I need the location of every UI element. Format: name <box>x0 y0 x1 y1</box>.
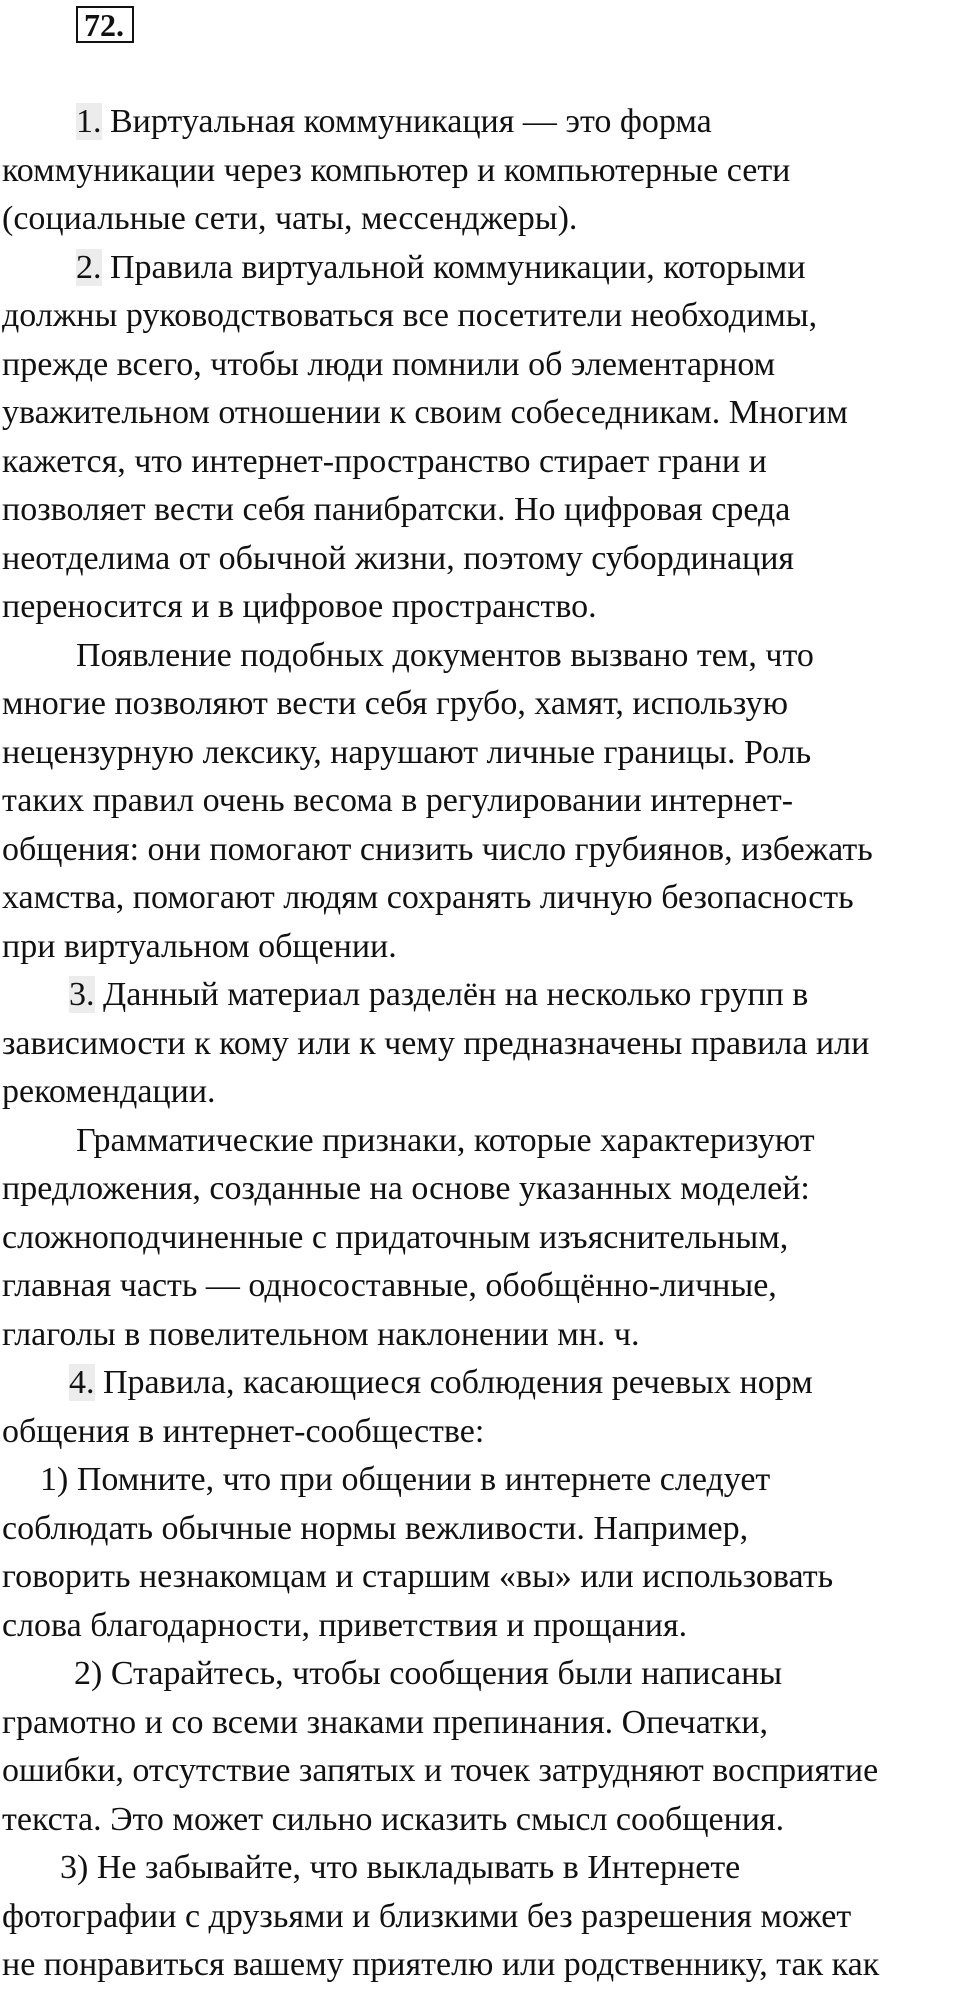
text-line: рекомендации. <box>2 1073 216 1110</box>
text-line: зависимости к кому или к чему предназначены правила или <box>2 1024 870 1062</box>
item-number: 1. <box>76 103 102 140</box>
text-line: глаголы в повелительном наклонении мн. ч. <box>2 1315 640 1353</box>
text-line: хамства, помогают людям сохранять личную безопасность <box>2 879 854 916</box>
text-line: Грамматические признаки, которые характеризуют <box>76 1121 815 1159</box>
text-line: 1) Помните, что при общении в интернете следует <box>40 1461 771 1498</box>
text-line: прежде всего, чтобы люди помнили об элементарном <box>2 345 776 383</box>
paragraph-5 <box>2 1117 960 1360</box>
text-line: грамотно и со всеми знаками препинания. Опечатки, <box>2 1703 768 1741</box>
paragraph-6 <box>2 1359 960 1456</box>
text-line: кажется, что интернет-пространство стирает грани и <box>2 442 767 480</box>
text-line: ошибки, отсутствие запятых и точек затрудняют восприятие <box>2 1752 879 1789</box>
text-line: 3) Не забывайте, что выкладывать в Интернете <box>60 1849 741 1886</box>
text-line: сложноподчиненные с придаточным изъяснительным, <box>2 1218 789 1256</box>
text-line: переносится и в цифровое пространство. <box>2 588 597 625</box>
text-line: текста. Это может сильно исказить смысл сообщения. <box>2 1800 785 1838</box>
text-line: уважительном отношении к своим собеседникам. Многим <box>2 394 848 431</box>
paragraph-3 <box>2 632 960 972</box>
document-body <box>2 98 960 1990</box>
rule-1 <box>2 1456 960 1650</box>
rule-2 <box>2 1650 960 1844</box>
paragraph-4 <box>2 971 960 1117</box>
exercise-number: 72. <box>76 6 134 43</box>
paragraph-1 <box>2 98 960 244</box>
text-line: не понравиться вашему приятелю или родственнику, так как <box>2 1946 880 1983</box>
text-line: Правила виртуальной коммуникации, которыми <box>110 248 806 286</box>
text-line: коммуникации через компьютер и компьютерные сети <box>2 151 791 189</box>
text-line: предложения, созданные на основе указанных моделей: <box>2 1170 810 1207</box>
rule-3 <box>2 1844 960 1990</box>
text-line: главная часть — односоставные, обобщённо-личные, <box>2 1267 777 1304</box>
text-line: неотделима от обычной жизни, поэтому субординация <box>2 539 795 577</box>
text-line: 2) Старайтесь, чтобы сообщения были написаны <box>74 1655 783 1692</box>
text-line: многие позволяют вести себя грубо, хамят, использую <box>2 685 789 722</box>
text-line: (социальные сети, чаты, мессенджеры). <box>2 200 578 237</box>
item-number: 3. <box>69 976 95 1013</box>
paragraph-2 <box>2 244 960 632</box>
text-line: Данный материал разделён на несколько групп в <box>103 976 809 1013</box>
text-line: Появление подобных документов вызвано тем, что <box>76 636 814 674</box>
text-line: говорить незнакомцам и старшим «вы» или использовать <box>2 1558 834 1595</box>
text-line: соблюдать обычные нормы вежливости. Например, <box>2 1509 749 1547</box>
text-line: Правила, касающиеся соблюдения речевых норм <box>103 1364 813 1401</box>
text-line: общения в интернет-сообществе: <box>2 1412 485 1450</box>
text-line: при виртуальном общении. <box>2 927 397 965</box>
text-line: Виртуальная коммуникация — это форма <box>110 103 712 140</box>
item-number: 4. <box>69 1364 95 1401</box>
text-line: фотографии с друзьями и близкими без разрешения может <box>2 1897 852 1935</box>
text-line: должны руководствоваться все посетители необходимы, <box>2 297 818 334</box>
text-line: таких правил очень весома в регулировании интернет- <box>2 782 794 819</box>
text-line: общения: они помогают снизить число грубиянов, избежать <box>2 830 873 868</box>
text-line: нецензурную лексику, нарушают личные границы. Роль <box>2 733 812 771</box>
text-line: позволяет вести себя панибратски. Но цифровая среда <box>2 491 791 528</box>
text-line: слова благодарности, приветствия и прощания. <box>2 1606 688 1644</box>
item-number: 2. <box>76 248 102 286</box>
